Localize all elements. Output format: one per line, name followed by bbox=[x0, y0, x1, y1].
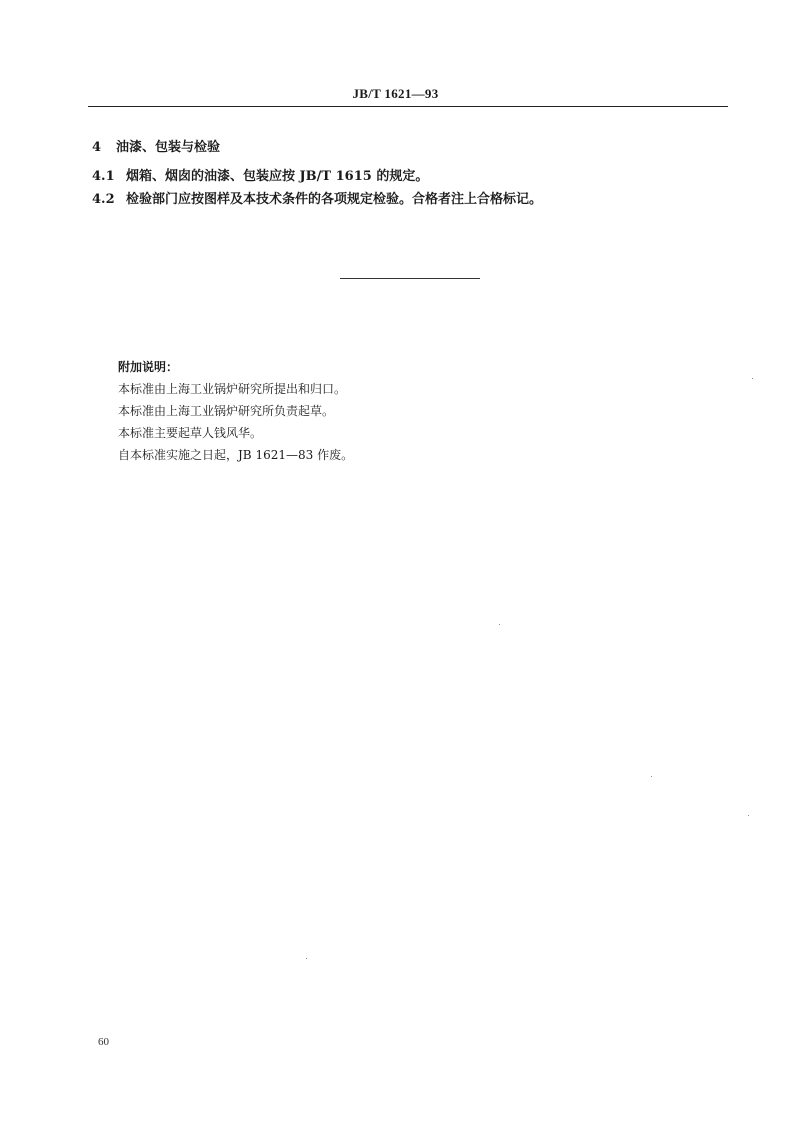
scan-speck bbox=[306, 958, 307, 959]
section-number: 4 bbox=[92, 140, 102, 155]
scan-speck bbox=[499, 624, 500, 625]
clause-number: 4.1 bbox=[92, 169, 115, 184]
clause-text: 检验部门应按图样及本技术条件的各项规定检验。合格者注上合格标记。 bbox=[126, 192, 543, 207]
scan-speck bbox=[748, 815, 749, 816]
additional-notes-title: 附加说明： bbox=[118, 360, 179, 374]
clause-4-1 bbox=[92, 165, 428, 184]
standard-code-header: JB/T 1621—93 bbox=[352, 86, 439, 101]
scan-speck bbox=[752, 378, 753, 379]
clause-number: 4.2 bbox=[92, 192, 115, 207]
clause-4-2 bbox=[92, 188, 542, 207]
section-heading bbox=[92, 136, 220, 155]
additional-notes bbox=[118, 356, 353, 466]
note-line: 本标准由上海工业锅炉研究所提出和归口。 bbox=[118, 382, 347, 396]
note-line: 自本标准实施之日起，JB 1621—83 作废。 bbox=[118, 448, 354, 462]
end-of-text-rule bbox=[340, 278, 480, 279]
page-number: 60 bbox=[98, 1036, 109, 1048]
note-line: 本标准主要起草人钱风华。 bbox=[118, 426, 263, 440]
clause-text: 烟箱、烟囱的油漆、包装应按 JB/T 1615 的规定。 bbox=[126, 169, 429, 184]
header-divider bbox=[88, 106, 728, 107]
section-title: 油漆、包装与检验 bbox=[116, 140, 221, 155]
note-line: 本标准由上海工业锅炉研究所负责起草。 bbox=[118, 404, 335, 418]
scan-speck bbox=[651, 776, 652, 777]
